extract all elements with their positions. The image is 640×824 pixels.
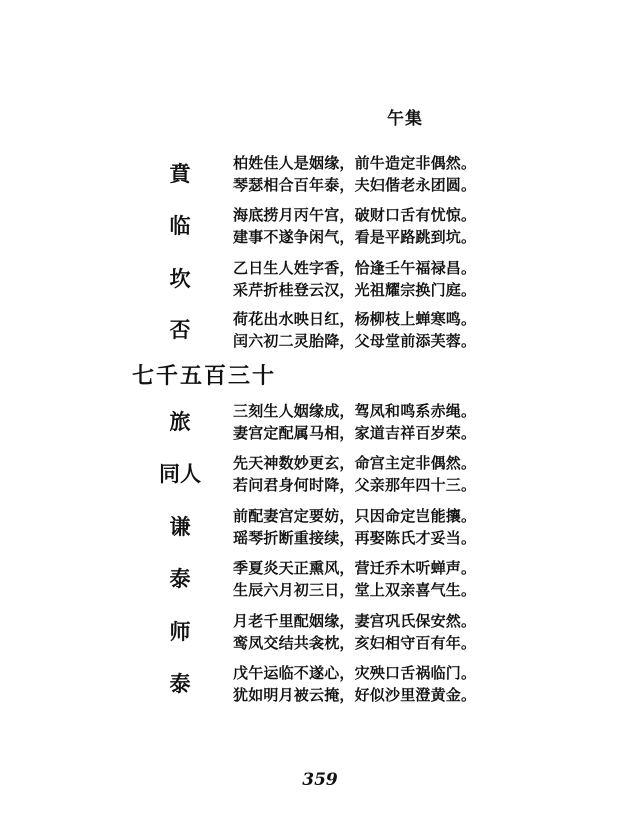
hexagram-entry [0, 400, 640, 446]
verse-line: 建事不遂争闲气，看是平路跳到坑。 [233, 228, 477, 246]
verse-line: 先天神数妙更玄，命宫主定非偶然。 [233, 454, 477, 472]
hexagram-name: 坎 [169, 266, 191, 291]
verse-line: 若问君身何时降，父亲那年四十三。 [233, 476, 477, 494]
verse-line: 瑶琴折断重接续，再娶陈氏才妥当。 [233, 529, 477, 547]
verse [233, 400, 476, 444]
verse-line: 戊午运临不遂心，灾殃口舌祸临门。 [233, 664, 477, 682]
hexagram-entry [0, 505, 640, 551]
verse-line: 荷花出水映日红，杨柳枝上蝉寒鸣。 [233, 310, 477, 328]
verse-line: 月老千里配姻缘，妻宫巩氏保安然。 [233, 612, 477, 630]
verse-line: 采芹折桂登云汉，光祖耀宗换门庭。 [233, 281, 477, 299]
hexagram-name: 师 [169, 619, 191, 644]
hexagram-name: 泰 [169, 671, 191, 696]
section-title: 七千五百三十 [132, 363, 277, 389]
verse-line: 妻宫定配属马相，家道吉祥百岁荣。 [233, 424, 477, 442]
hexagram-entry [0, 610, 640, 656]
verse-line: 季夏炎天正熏风，营迁乔木听蝉声。 [233, 559, 477, 577]
hexagram-name: 賁 [169, 161, 191, 186]
verse [233, 505, 476, 549]
verse [233, 662, 476, 706]
verse [233, 557, 476, 601]
verse-line: 乙日生人姓字香，恰逢壬午福禄昌。 [233, 259, 477, 277]
verse-line: 三刻生人姻缘成，驾凤和鸣系赤绳。 [233, 402, 477, 420]
hexagram-name: 谦 [169, 514, 191, 539]
verse-line: 柏姓佳人是姻缘，前牛造定非偶然。 [233, 154, 477, 172]
verse-line: 闰六初二灵胎降，父母堂前添芙蓉。 [233, 332, 477, 350]
hexagram-name: 旅 [169, 409, 191, 434]
hexagram-entry [0, 452, 640, 498]
verse-line: 生辰六月初三日，堂上双亲喜气生。 [233, 581, 477, 599]
verse-line: 前配妻宫定要妨，只因命定岂能攘。 [233, 507, 477, 525]
verse [233, 452, 476, 496]
hexagram-name: 临 [169, 213, 191, 238]
verse-line: 鸾凤交结共衾枕，亥妇相守百有年。 [233, 634, 477, 652]
verse [233, 610, 476, 654]
hexagram-entry [0, 308, 640, 354]
page-number: 359 [302, 770, 338, 790]
hexagram-entry [0, 662, 640, 708]
hexagram-name: 同人 [159, 461, 201, 486]
verse [233, 257, 476, 301]
verse-line: 海底捞月丙午宫，破财口舌有忧惊。 [233, 206, 477, 224]
hexagram-entry [0, 257, 640, 303]
hexagram-name: 泰 [169, 566, 191, 591]
verse [233, 152, 476, 196]
hexagram-entry [0, 557, 640, 603]
verse [233, 308, 476, 352]
hexagram-name: 否 [169, 317, 191, 342]
verse-line: 琴瑟相合百年泰，夫妇偕老永团圆。 [233, 176, 477, 194]
hexagram-entry [0, 204, 640, 250]
verse [233, 204, 476, 248]
hexagram-entry [0, 152, 640, 198]
page-header-title: 午集 [387, 109, 423, 129]
verse-line: 犹如明月被云掩，好似沙里澄黄金。 [233, 686, 477, 704]
